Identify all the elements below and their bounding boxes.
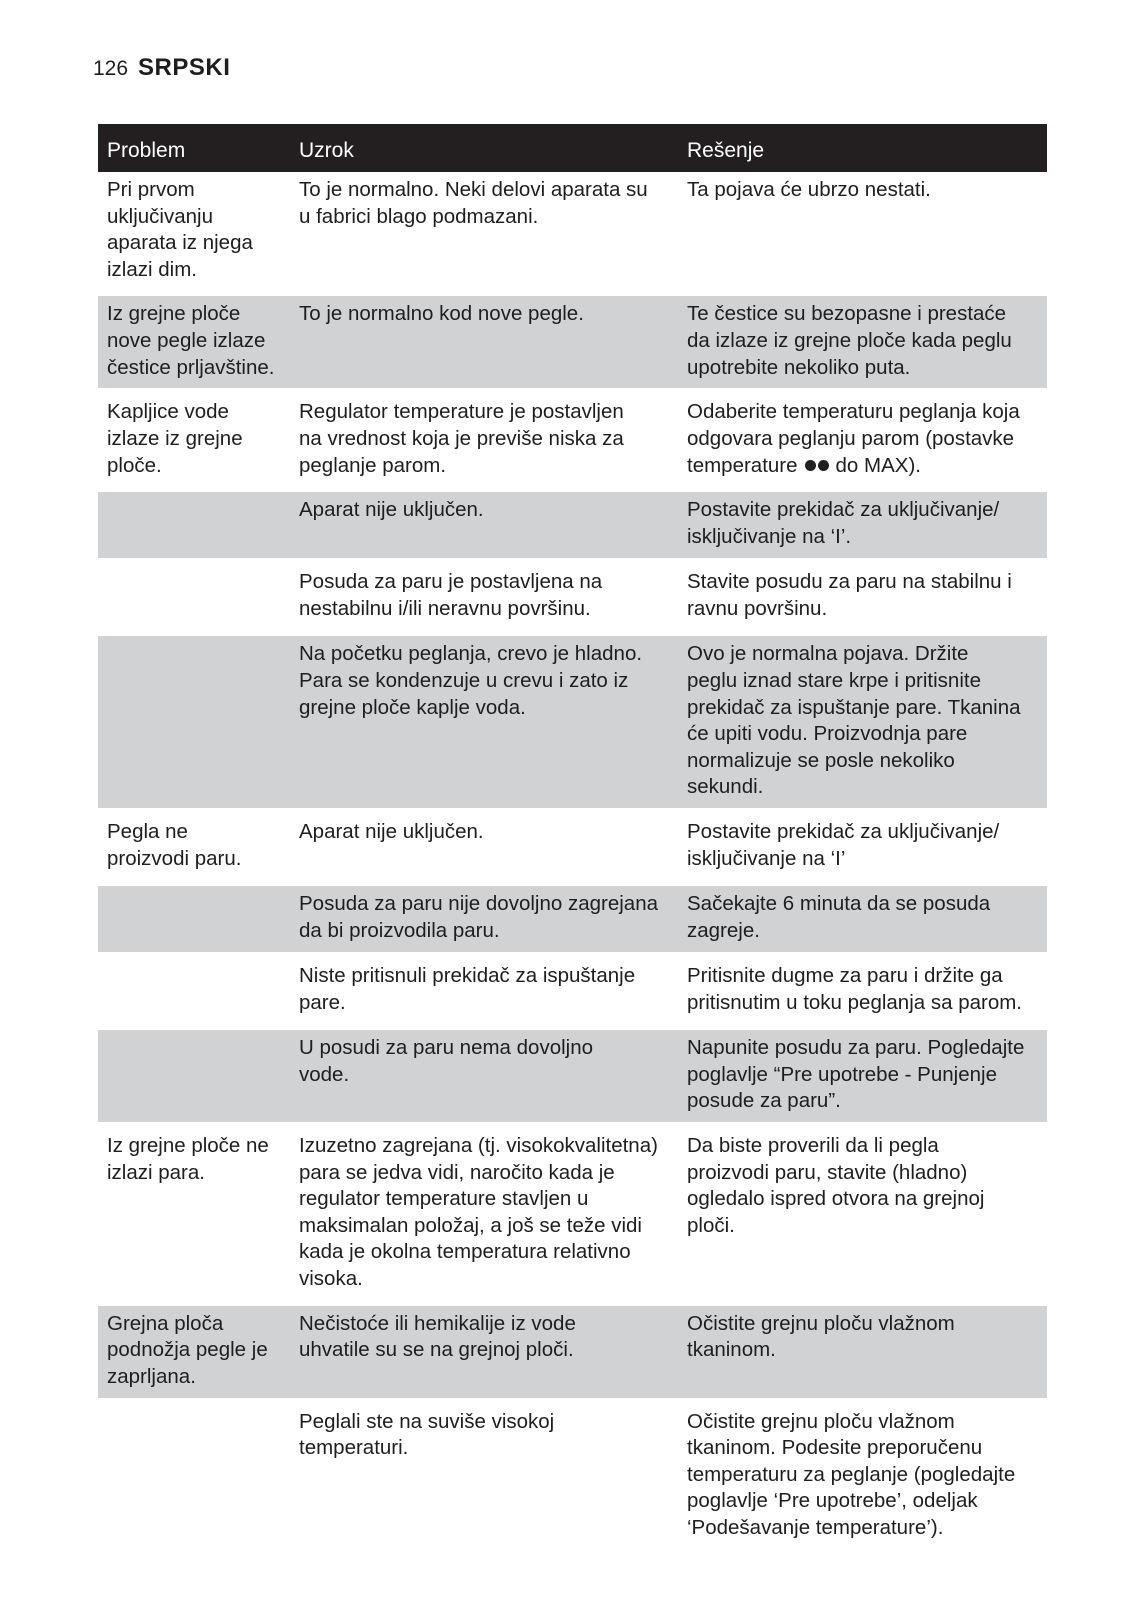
cause-line: pare. [299, 990, 346, 1014]
table-row [98, 958, 1047, 1024]
cell-problem [98, 564, 290, 630]
solution-line: tkaninom. Podesite preporučenu [687, 1436, 983, 1460]
solution-line: ‘Podešavanje temperature’). [687, 1515, 944, 1539]
cause-line: Izuzetno zagrejana (tj. visokokvalitetna) [299, 1133, 658, 1157]
cause-line: da bi proizvodila paru. [299, 918, 500, 942]
table-row [98, 296, 1047, 388]
cause-line: kada je okolna temperatura relativno [299, 1240, 631, 1264]
solution-line: proizvodi paru, stavite (hladno) [687, 1160, 968, 1184]
cause-line: Posuda za paru je postavljena na [299, 570, 603, 594]
problem-line: podnožja pegle je [107, 1338, 268, 1362]
cause-line: grejne ploče kaplje voda. [299, 695, 526, 719]
solution-line: normalizuje se posle nekoliko [687, 748, 955, 772]
problem-line: ploče. [107, 453, 162, 477]
cell-solution [678, 814, 1047, 880]
solution-line-with-dots [687, 453, 1039, 480]
cause-line: uhvatile su se na grejnoj ploči. [299, 1338, 574, 1362]
cell-cause [290, 564, 678, 630]
solution-line: upotrebite nekoliko puta. [687, 355, 911, 379]
cause-line: Regulator temperature je postavljen [299, 400, 624, 424]
solution-line: Ta pojava će ubrzo nestati. [687, 178, 931, 201]
solution-line: će upiti vodu. Proizvodnja pare [687, 722, 968, 746]
page-number: 126 [93, 57, 129, 80]
cell-problem [98, 1128, 290, 1300]
cause-line: Para se kondenzuje u crevu i zato iz [299, 668, 629, 692]
cause-line: Na početku peglanja, crevo je hladno. [299, 642, 643, 666]
solution-line: isključivanje na ‘I’ [687, 846, 846, 870]
problem-line: proizvodi paru. [107, 846, 242, 870]
solution-line: Ovo je normalna pojava. Držite [687, 642, 969, 666]
solution-line: Sačekajte 6 minuta da se posuda [687, 891, 991, 915]
cell-problem [98, 958, 290, 1024]
cell-cause [290, 492, 678, 558]
cause-line: Niste pritisnuli prekidač za ispuštanje [299, 963, 636, 987]
cell-solution [678, 492, 1047, 558]
table-row [98, 1030, 1047, 1122]
section-title: SRPSKI [138, 54, 231, 81]
cause-line: To je normalno kod nove pegle. [299, 302, 584, 326]
cause-line: Posuda za paru nije dovoljno zagrejana [299, 891, 659, 915]
cause-line: Peglali ste na suviše visokoj [299, 1409, 555, 1433]
solution-line: Te čestice su bezopasne i prestaće [687, 302, 1007, 326]
cell-cause [290, 958, 678, 1024]
cell-solution [678, 394, 1047, 486]
cell-solution [678, 1306, 1047, 1398]
table-row [98, 1404, 1047, 1549]
cell-cause [290, 172, 678, 290]
solution-line: temperaturu za peglanje (pogledajte [687, 1462, 1016, 1486]
problem-line: izlazi dim. [107, 257, 197, 281]
cause-line: temperaturi. [299, 1436, 409, 1460]
table-row [98, 564, 1047, 630]
solution-tail-before: temperature [687, 453, 798, 477]
solution-line: isključivanje na ‘I’. [687, 524, 852, 548]
cause-line: maksimalan položaj, a još se teže vidi [299, 1213, 642, 1237]
problem-line: Grejna ploča [107, 1311, 224, 1335]
solution-line: pritisnutim u toku peglanja sa parom. [687, 990, 1023, 1014]
cause-line: To je normalno. Neki delovi aparata su [299, 178, 648, 201]
cell-problem [98, 492, 290, 558]
solution-line: da izlaze iz grejne ploče kada peglu [687, 328, 1012, 352]
column-header-solution: Rešenje [678, 124, 1047, 172]
solution-line: Odaberite temperaturu peglanja koja [687, 400, 1020, 424]
problem-line: izlaze iz grejne [107, 426, 243, 450]
problem-line: Kapljice vode [107, 400, 229, 424]
dot-icon [818, 460, 829, 471]
table-body [98, 172, 1047, 1548]
cell-solution [678, 1404, 1047, 1549]
solution-line: posude za paru”. [687, 1089, 841, 1113]
cell-cause [290, 1306, 678, 1398]
cell-solution [678, 172, 1047, 290]
cause-line: na vrednost koja je previše niska za [299, 426, 624, 450]
solution-line: peglu iznad stare krpe i pritisnite [687, 668, 981, 692]
table-header-row [98, 124, 1047, 172]
solution-line: poglavlje ‘Pre upotrebe’, odeljak [687, 1489, 978, 1513]
solution-line: Pritisnite dugme za paru i držite ga [687, 963, 1003, 987]
solution-line: Postavite prekidač za uključivanje/ [687, 498, 1000, 522]
cell-cause [290, 296, 678, 388]
cell-cause [290, 886, 678, 952]
cell-cause [290, 1128, 678, 1300]
table-row [98, 172, 1047, 290]
cause-line: regulator temperature stavljen u [299, 1187, 589, 1211]
cause-line: nestabilnu i/ili neravnu površinu. [299, 596, 591, 620]
solution-line: Stavite posudu za paru na stabilnu i [687, 570, 1012, 594]
solution-line: ravnu površinu. [687, 596, 828, 620]
cell-solution [678, 886, 1047, 952]
cell-solution [678, 958, 1047, 1024]
solution-line: poglavlje “Pre upotrebe - Punjenje [687, 1062, 997, 1086]
table-row [98, 394, 1047, 486]
cause-line: para se jedva vidi, naročito kada je [299, 1160, 615, 1184]
solution-line: Postavite prekidač za uključivanje/ [687, 819, 1000, 843]
cell-problem [98, 1404, 290, 1549]
solution-line: Napunite posudu za paru. Pogledajte [687, 1035, 1025, 1059]
cell-solution [678, 1030, 1047, 1122]
cause-line: Aparat nije uključen. [299, 498, 484, 522]
table-row [98, 492, 1047, 558]
troubleshooting-table [98, 124, 1047, 1548]
cell-solution [678, 564, 1047, 630]
solution-line: ogledalo ispred otvora na grejnoj [687, 1187, 985, 1211]
cause-line: peglanje parom. [299, 453, 447, 477]
cause-line: Nečistoće ili hemikalije iz vode [299, 1311, 576, 1335]
solution-line: prekidač za ispuštanje pare. Tkanina [687, 695, 1021, 719]
column-header-problem: Problem [98, 124, 290, 172]
cell-cause [290, 1404, 678, 1549]
solution-line: ploči. [687, 1213, 735, 1237]
solution-line: sekundi. [687, 775, 764, 799]
cause-line: u fabrici blago podmazani. [299, 204, 539, 228]
cause-line: Aparat nije uključen. [299, 819, 484, 843]
problem-line: zaprljana. [107, 1364, 196, 1388]
solution-line: zagreje. [687, 918, 760, 942]
cause-line: vode. [299, 1062, 350, 1086]
cell-problem [98, 1306, 290, 1398]
problem-line: uključivanju [107, 204, 213, 228]
cell-problem [98, 172, 290, 290]
cell-problem [98, 1030, 290, 1122]
cell-cause [290, 1030, 678, 1122]
cell-problem [98, 394, 290, 486]
problem-line: Iz grejne ploče ne [107, 1133, 269, 1157]
cell-problem [98, 296, 290, 388]
cell-solution [678, 1128, 1047, 1300]
table-row [98, 1306, 1047, 1398]
cell-solution [678, 296, 1047, 388]
cell-cause [290, 814, 678, 880]
cell-problem [98, 636, 290, 808]
solution-line: Očistite grejnu ploču vlažnom [687, 1409, 955, 1433]
cause-line: U posudi za paru nema dovoljno [299, 1035, 594, 1059]
table-row [98, 886, 1047, 952]
problem-line: izlazi para. [107, 1160, 205, 1184]
solution-line: tkaninom. [687, 1338, 776, 1362]
solution-line: odgovara peglanju parom (postavke [687, 426, 1015, 450]
cell-problem [98, 814, 290, 880]
temperature-dots-icon [804, 454, 830, 477]
table-row [98, 1128, 1047, 1300]
solution-tail-after: do MAX). [835, 453, 921, 477]
solution-line: Da biste proverili da li pegla [687, 1133, 939, 1157]
problem-line: Iz grejne ploče [107, 302, 241, 326]
cell-problem [98, 886, 290, 952]
cause-line: visoka. [299, 1266, 363, 1290]
problem-line: nove pegle izlaze [107, 328, 266, 352]
solution-line: Očistite grejnu ploču vlažnom [687, 1311, 955, 1335]
problem-line: Pegla ne [107, 819, 188, 843]
cell-cause [290, 636, 678, 808]
table-row [98, 814, 1047, 880]
column-header-cause: Uzrok [290, 124, 678, 172]
dot-icon [805, 460, 816, 471]
page-header [93, 54, 230, 90]
problem-line: aparata iz njega [107, 231, 253, 255]
cell-solution [678, 636, 1047, 808]
problem-line: čestice prljavštine. [107, 355, 275, 379]
problem-line: Pri prvom [107, 178, 195, 201]
cell-cause [290, 394, 678, 486]
table-row [98, 636, 1047, 808]
